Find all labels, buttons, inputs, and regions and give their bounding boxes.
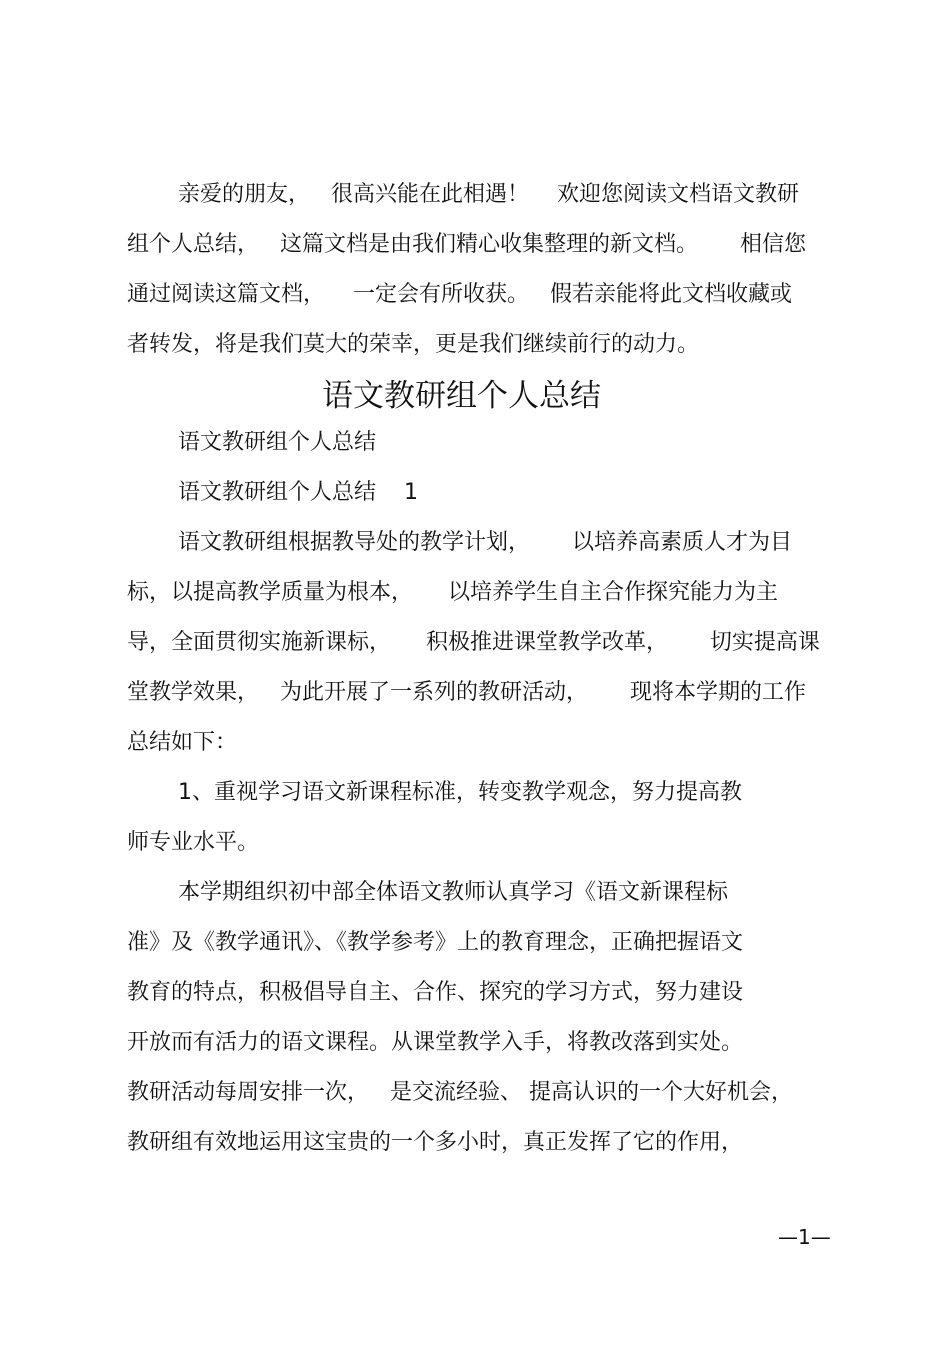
body-line: 导，全面贯彻实施新课标， 积极推进课堂教学改革， 切实提高课 xyxy=(127,630,820,655)
intro-line-4: 者转发，将是我们莫大的荣幸，更是我们继续前行的动力。 xyxy=(127,332,700,357)
body-line: 本学期组织初中部全体语文教师认真学习《语文新课程标 xyxy=(178,880,729,905)
body-line: 开放而有活力的语文课程。从课堂教学入手，将教改落到实处。 xyxy=(127,1030,744,1055)
body-line: 师专业水平。 xyxy=(127,830,260,855)
intro-line-1: 亲爱的朋友， 很高兴能在此相遇！ 欢迎您阅读文档语文教研 xyxy=(178,182,799,207)
body-line: 教育的特点，积极倡导自主、合作、探究的学习方式，努力建设 xyxy=(127,980,744,1005)
body-line: 教研活动每周安排一次， 是交流经验、 提高认识的一个大好机会， xyxy=(127,1080,793,1105)
page-number: —1— xyxy=(778,1225,831,1249)
body-line: 标，以提高教学质量为根本， 以培养学生自主合作探究能力为主 xyxy=(127,580,778,605)
intro-line-3: 通过阅读这篇文档， 一定会有所收获。 假若亲能将此文档收藏或 xyxy=(127,282,792,307)
document-title: 语文教研组个人总结 xyxy=(322,378,601,414)
body-line: 准》及《教学通讯》、《教学参考》上的教育理念，正确把握语文 xyxy=(127,930,744,955)
section-heading: 语文教研组个人总结 1 xyxy=(178,480,418,505)
body-line: 语文教研组根据教导处的教学计划， 以培养高素质人才为目 xyxy=(178,530,792,555)
subtitle-line: 语文教研组个人总结 xyxy=(178,430,377,455)
intro-line-2: 组个人总结， 这篇文档是由我们精心收集整理的新文档。 相信您 xyxy=(127,232,806,257)
body-line: 总结如下： xyxy=(127,730,238,755)
body-line: 教研组有效地运用这宝贵的一个多小时，真正发挥了它的作用， xyxy=(127,1130,744,1155)
body-line: 1、重视学习语文新课程标准，转变教学观念，努力提高教 xyxy=(178,780,742,805)
body-line: 堂教学效果， 为此开展了一系列的教研活动， 现将本学期的工作 xyxy=(127,680,806,705)
